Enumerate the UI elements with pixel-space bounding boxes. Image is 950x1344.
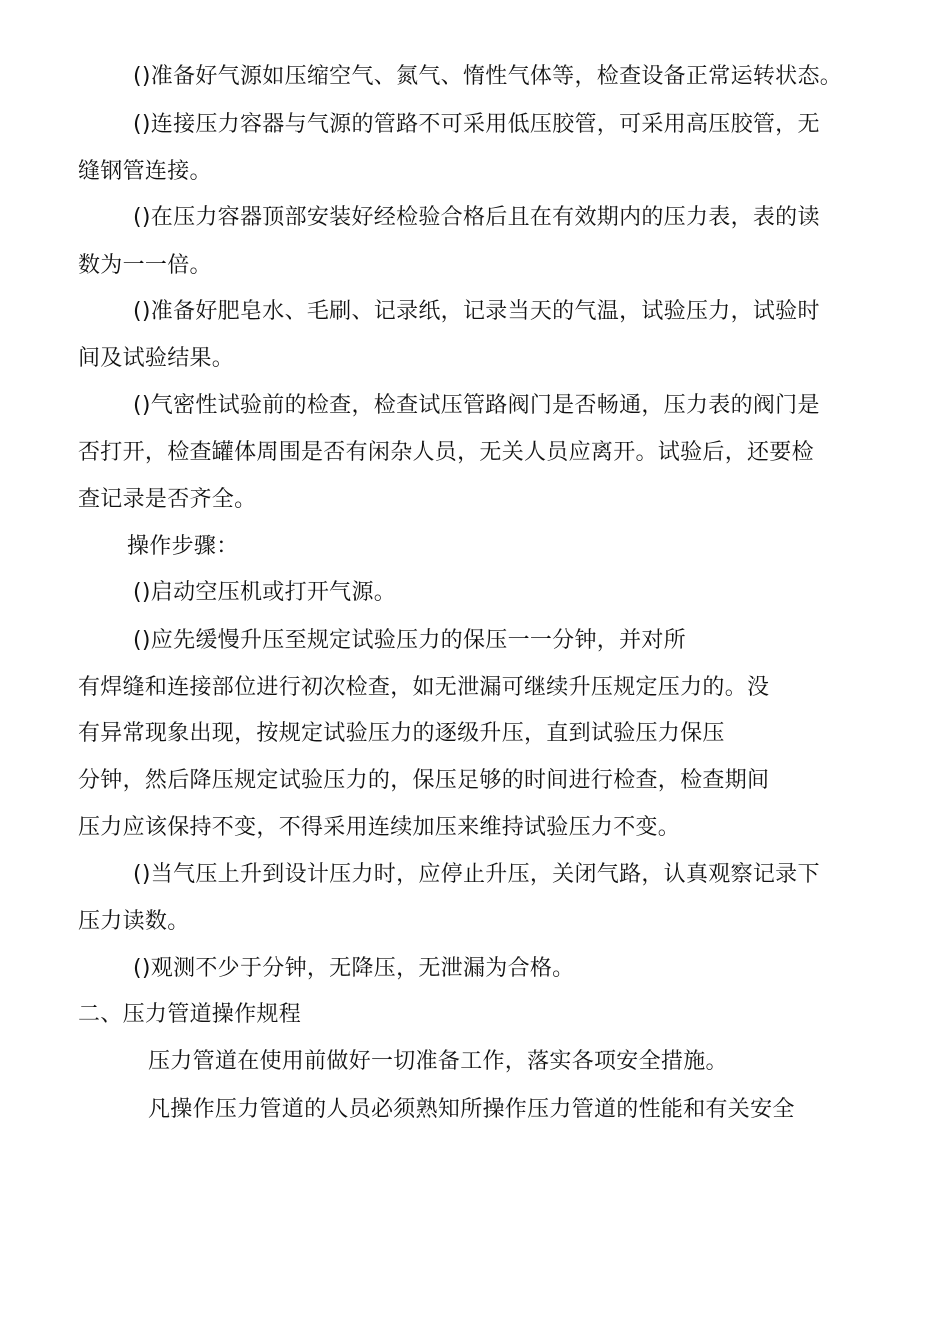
section-subheading: 操作步骤： xyxy=(127,534,239,559)
paragraph-line: ()准备好气源如压缩空气、氮气、惰性气体等，检查设备正常运转状态。 xyxy=(133,64,843,89)
paragraph-line: 查记录是否齐全。 xyxy=(78,487,257,512)
paragraph-line: 数为一一倍。 xyxy=(78,253,212,278)
paragraph-line: ()准备好肥皂水、毛刷、记录纸，记录当天的气温，试验压力，试验时 xyxy=(133,299,820,324)
paragraph-line: 压力应该保持不变，不得采用连续加压来维持试验压力不变。 xyxy=(78,815,681,840)
paragraph-line: 压力读数。 xyxy=(78,909,190,934)
paragraph-line: ()当气压上升到设计压力时，应停止升压，关闭气路，认真观察记录下 xyxy=(133,862,820,887)
paragraph-line: ()观测不少于分钟，无降压，无泄漏为合格。 xyxy=(133,956,575,981)
paragraph-line: 否打开，检查罐体周围是否有闲杂人员，无关人员应离开。试验后，还要检 xyxy=(78,440,814,465)
paragraph-line: 分钟，然后降压规定试验压力的，保压足够的时间进行检查，检查期间 xyxy=(78,768,770,793)
paragraph-line: 压力管道在使用前做好一切准备工作，落实各项安全措施。 xyxy=(148,1049,728,1074)
paragraph-line: 凡操作压力管道的人员必须熟知所操作压力管道的性能和有关安全 xyxy=(148,1097,795,1122)
paragraph-line: 有焊缝和连接部位进行初次检查，如无泄漏可继续升压规定压力的。没 xyxy=(78,675,770,700)
paragraph-line: ()气密性试验前的检查，检查试压管路阀门是否畅通，压力表的阀门是 xyxy=(133,393,820,418)
paragraph-line: ()应先缓慢升压至规定试验压力的保压一一分钟，并对所 xyxy=(133,628,686,653)
paragraph-line: ()启动空压机或打开气源。 xyxy=(133,580,397,605)
paragraph-line: 缝钢管连接。 xyxy=(78,159,212,184)
paragraph-line: 有异常现象出现，按规定试验压力的逐级升压，直到试验压力保压 xyxy=(78,721,725,746)
section-heading: 二、压力管道操作规程 xyxy=(78,1002,302,1027)
paragraph-line: ()连接压力容器与气源的管路不可采用低压胶管，可采用高压胶管，无 xyxy=(133,112,820,137)
paragraph-line: ()在压力容器顶部安装好经检验合格后且在有效期内的压力表，表的读 xyxy=(133,205,820,230)
paragraph-line: 间及试验结果。 xyxy=(78,346,235,371)
